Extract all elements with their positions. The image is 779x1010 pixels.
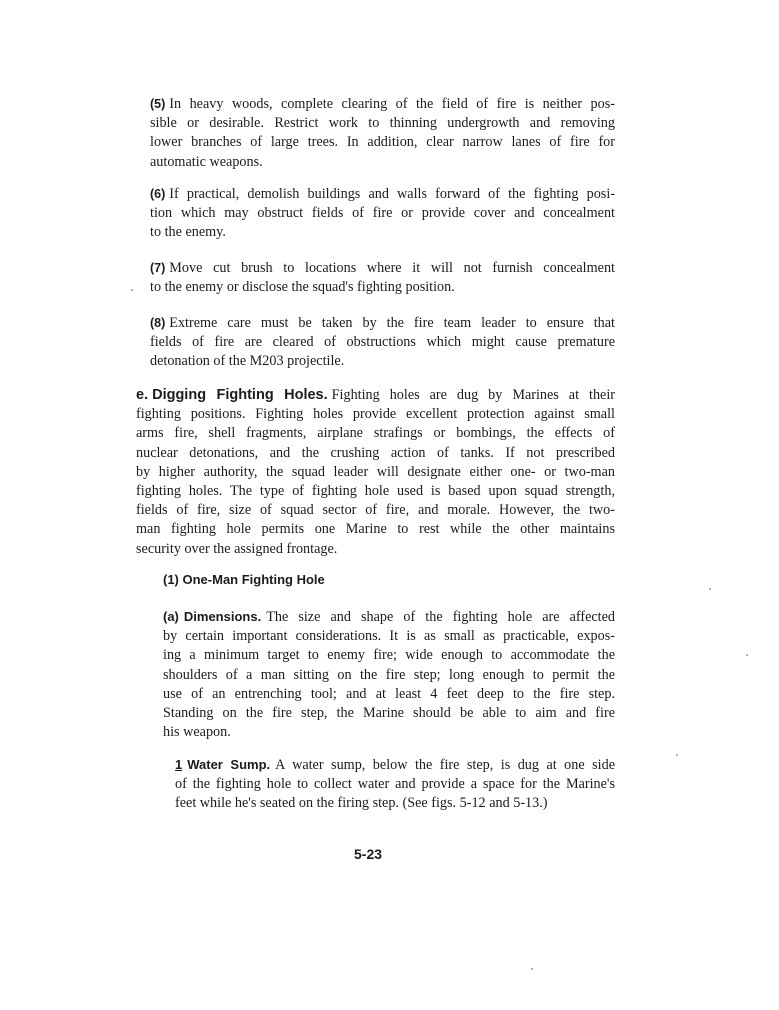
paragraph-label: (7) <box>150 261 166 275</box>
paragraph-heading: Dimensions. <box>183 609 262 624</box>
paragraph-8: (8) Extreme care must be taken by the fire team leader to ensure that fields of fire are cleared of obstructions which might cause premature detonation of the M203 projectile. <box>150 315 615 370</box>
scan-speck <box>676 754 678 756</box>
section-label: e. <box>136 387 149 403</box>
section-heading: Digging Fighting Holes. <box>152 387 328 403</box>
paragraph-label: (5) <box>150 97 166 111</box>
paragraph-label: (6) <box>150 187 166 201</box>
paragraph-1-water-sump: 1 Water Sump. A water sump, below the fire step, is dug at one side of the fighting hole to collect water and provide a space for the Marine's feet while he's seated on the firing step. (See figs. 5-12 and 5-13.) <box>175 757 615 812</box>
paragraph-5: (5) In heavy woods, complete clearing of the field of fire is neither pos- sible or desirable. Restrict work to thinning undergrowth and removing lower branches of large trees. In addition, clear narrow lanes of fire for automatic weapons. <box>150 96 615 170</box>
subheading-one-man-fighting-hole: (1) One-Man Fighting Hole <box>163 572 325 587</box>
paragraph-7: (7) Move cut brush to locations where it will not furnish concealment to the enemy or disclose the squad's fighting position. <box>150 260 615 296</box>
scan-speck <box>709 588 711 590</box>
paragraph-6: (6) If practical, demolish buildings and walls forward of the fighting posi- tion which may obstruct fields of fire or provide cover and concealment to the enemy. <box>150 186 615 241</box>
scan-speck <box>531 968 533 970</box>
page-number: 5-23 <box>354 846 383 862</box>
scan-speck <box>131 289 133 291</box>
paragraph-label: 1 <box>175 757 183 772</box>
paragraph-heading: Water Sump. <box>187 757 271 772</box>
section-e-digging-fighting-holes: e. Digging Fighting Holes. Fighting holes are dug by Marines at their fighting positions. Fighting holes provide excellent protection against small arms fire, shell fragments, airplane strafings or bombings, the effects of nuclear detonations, and the crushing action of tanks. If not prescribed by higher authority, the squad leader will designate either one- or two-man fighting holes. The type of fighting hole used is based upon squad strength, fields of fire, size of squad sector of fire, and morale. However, the two- man fighting hole permits one Marine to rest while the other maintains security over the assigned frontage. <box>136 387 616 557</box>
paragraph-label: (a) <box>163 609 179 624</box>
paragraph-label: (8) <box>150 316 166 330</box>
scan-speck <box>746 654 748 656</box>
paragraph-a-dimensions: (a) Dimensions. The size and shape of the fighting hole are affected by certain important considerations. It is as small as practicable, expos- ing a minimum target to enemy fire; wide enough to accommodate the shoulders of a man sitting on the fire step; long enough to permit the use of an entrenching tool; and at least 4 feet deep to the fire step. Standing on the fire step, the Marine should be able to aim and fire his weapon. <box>163 609 615 741</box>
